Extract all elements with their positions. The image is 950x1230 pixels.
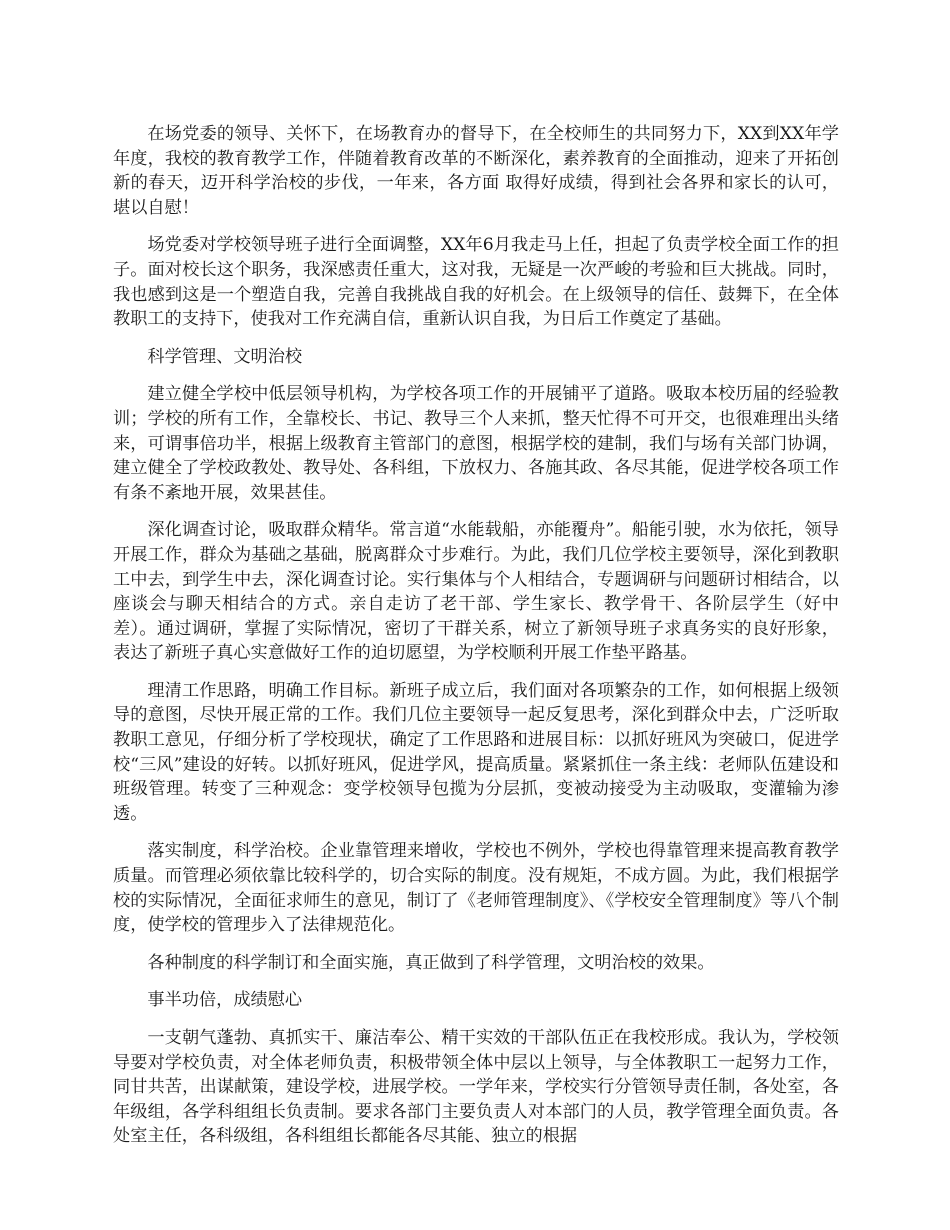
paragraph-cadre-team: 一支朝气蓬勃、真抓实干、廉洁奉公、精干实效的干部队伍正在我校形成。我认为，学校领导要对学校负责，对全体老师负责，积极带领全体中层以上领导，与全体教职工一起努力工作，同甘共苦，出谋献策，建设学校，进展学校。一学年来，学校实行分管领导责任制，各处室，各年级组，各学科组组长负责制。要求各部门主要负责人对本部门的人员，教学管理全面负责。各处室主任，各科级组，各科组组长都能各尽其能、独立的根据 [113, 1028, 839, 1147]
paragraph-institutions-result: 各种制度的科学制订和全面实施，真正做到了科学管理，文明治校的效果。 [147, 952, 715, 973]
paragraph-intro: 在场党委的领导、关怀下，在场教育办的督导下，在全校师生的共同努力下，XX到XX年学年度，我校的教育教学工作，伴随着教育改革的不断深化，素养教育的全面推动，迎来了开拓创新的春天，迈开科学治校的步伐，一年来，各方面 取得好成绩，得到社会各界和家长的认可，堪以自慰！ [113, 124, 839, 218]
paragraph-work-goals: 理清工作思路，明确工作目标。新班子成立后，我们面对各项繁杂的工作，如何根据上级领导的意图，尽快开展正常的工作。我们几位主要领导一起反复思考，深化到群众中去，广泛听取教职工意见，仔细分析了学校现状，确定了工作思路和进展目标：以抓好班风为突破口，促进学校“三风”建设的好转。以抓好班风，促进学风，提高质量。紧紧抓住一条主线：老师队伍建设和班级管理。转变了三种观念：变学校领导包揽为分层抓，变被动接受为主动吸取，变灌输为渗透。 [113, 680, 839, 824]
document-body [113, 122, 839, 1162]
section-heading-achievements: 事半功倍，成绩慰心 [147, 990, 303, 1011]
paragraph-appointment: 场党委对学校领导班子进行全面调整，XX年6月我走马上任，担起了负责学校全面工作的担子。面对校长这个职务，我深感责任重大，这对我，无疑是一次严峻的考验和巨大挑战。同时，我也感到这是一个塑造自我，完善自我挑战自我的好机会。在上级领导的信任、鼓舞下，在全体教职工的支持下，使我对工作充满自信，重新认识自我，为日后工作奠定了基础。 [113, 235, 839, 330]
paragraph-institutions: 落实制度，科学治校。企业靠管理来增收，学校也不例外，学校也得靠管理来提高教育教学质量。而管理必须依靠比较科学的，切合实际的制度。没有规矩，不成方圆。为此，我们根据学校的实际情况，全面征求师生的意见，制订了《老师管理制度》、《学校安全管理制度》等八个制度，使学校的管理步入了法律规范化。 [113, 841, 839, 936]
paragraph-leadership-structure: 建立健全学校中低层领导机构，为学校各项工作的开展铺平了道路。吸取本校历届的经验教训；学校的所有工作，全靠校长、书记、教导三个人来抓，整天忙得不可开交，也很难理出头绪来，可谓事倍功半，根据上级教育主管部门的意图，根据学校的建制，我们与场有关部门协调，建立健全了学校政教处、教导处、各科组，下放权力、各施其政、各尽其能，促进学校各项工作有条不紊地开展，效果甚佳。 [113, 384, 839, 503]
paragraph-investigation: 深化调查讨论，吸取群众精华。常言道“水能载船，亦能覆舟”。船能引驶，水为依托，领导开展工作，群众为基础之基础，脱离群众寸步难行。为此，我们几位学校主要领导，深化到教职工中去，到学生中去，深化调查讨论。实行集体与个人相结合，专题调研与问题研讨相结合，以座谈会与聊天相结合的方式。亲自走访了老干部、学生家长、教学骨干、各阶层学生（好中差）。通过调研，掌握了实际情况，密切了干群关系，树立了新领导班子求真务实的良好形象，表达了新班子真心实意做好工作的迫切愿望，为学校顺利开展工作垫平路基。 [113, 520, 839, 664]
section-heading-science-management: 科学管理、文明治校 [147, 346, 303, 367]
